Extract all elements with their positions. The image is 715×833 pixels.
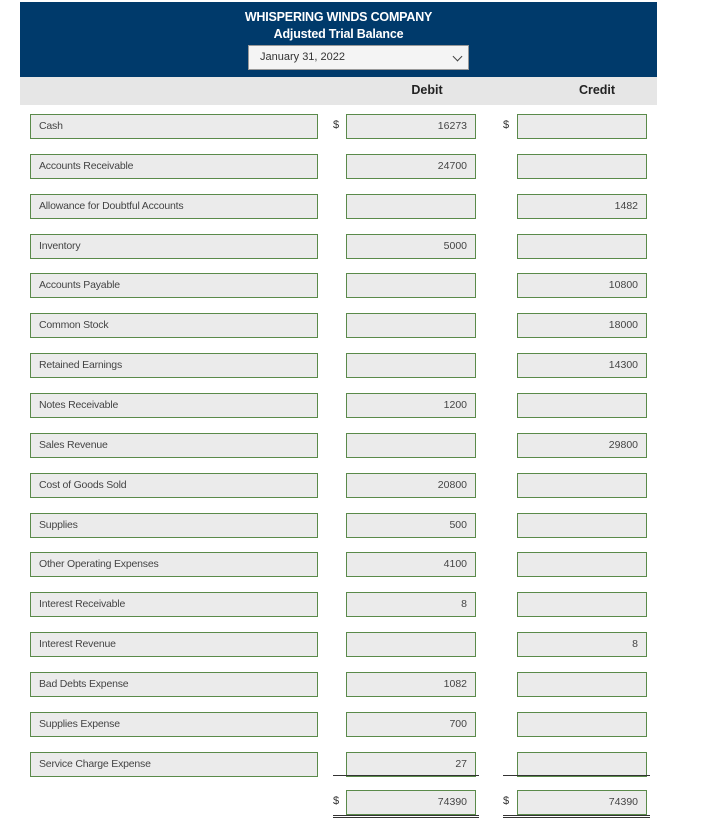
credit-amount-field[interactable] xyxy=(517,473,647,498)
credit-total-currency: $ xyxy=(503,795,510,807)
report-title: Adjusted Trial Balance xyxy=(273,27,404,41)
credit-amount-field[interactable] xyxy=(517,114,647,139)
table-row xyxy=(0,712,715,738)
credit-amount-field[interactable]: 14300 xyxy=(517,353,647,378)
credit-amount-field[interactable] xyxy=(517,552,647,577)
debit-amount-field[interactable]: 20800 xyxy=(346,473,476,498)
debit-column-header: Debit xyxy=(411,83,443,97)
date-dropdown-value: January 31, 2022 xyxy=(260,51,346,63)
table-row xyxy=(0,234,715,260)
debit-amount-field[interactable]: 1200 xyxy=(346,393,476,418)
column-header-bar xyxy=(20,77,657,105)
table-row xyxy=(0,273,715,299)
table-row xyxy=(0,473,715,499)
debit-currency-symbol: $ xyxy=(333,119,340,131)
table-row xyxy=(0,154,715,180)
credit-column-header: Credit xyxy=(578,83,616,97)
credit-amount-field[interactable] xyxy=(517,592,647,617)
account-name-field[interactable]: Inventory xyxy=(30,234,318,259)
debit-total-currency: $ xyxy=(333,795,340,807)
debit-amount-field[interactable]: 1082 xyxy=(346,672,476,697)
credit-amount-field[interactable] xyxy=(517,672,647,697)
debit-amount-field[interactable]: 500 xyxy=(346,513,476,538)
table-row xyxy=(0,632,715,658)
table-row xyxy=(0,672,715,698)
credit-amount-field[interactable] xyxy=(517,712,647,737)
credit-amount-field[interactable]: 8 xyxy=(517,632,647,657)
credit-amount-field[interactable]: 18000 xyxy=(517,313,647,338)
credit-amount-field[interactable] xyxy=(517,393,647,418)
debit-amount-field[interactable] xyxy=(346,194,476,219)
account-name-field[interactable]: Allowance for Doubtful Accounts xyxy=(30,194,318,219)
table-row xyxy=(0,114,715,140)
debit-amount-field[interactable]: 24700 xyxy=(346,154,476,179)
debit-subtotal-rule xyxy=(333,775,479,776)
debit-amount-field[interactable] xyxy=(346,433,476,458)
account-name-field[interactable]: Retained Earnings xyxy=(30,353,318,378)
table-row xyxy=(0,353,715,379)
credit-amount-field[interactable] xyxy=(517,234,647,259)
credit-amount-field[interactable] xyxy=(517,752,647,777)
debit-amount-field[interactable] xyxy=(346,353,476,378)
account-name-field[interactable]: Interest Receivable xyxy=(30,592,318,617)
credit-amount-field[interactable] xyxy=(517,154,647,179)
debit-amount-field[interactable]: 5000 xyxy=(346,234,476,259)
account-name-field[interactable]: Notes Receivable xyxy=(30,393,318,418)
table-row xyxy=(0,194,715,220)
debit-amount-field[interactable] xyxy=(346,273,476,298)
account-name-field[interactable]: Supplies Expense xyxy=(30,712,318,737)
credit-amount-field[interactable]: 29800 xyxy=(517,433,647,458)
debit-total-field[interactable]: 74390 xyxy=(346,790,476,815)
table-row xyxy=(0,433,715,459)
date-dropdown[interactable] xyxy=(248,45,469,70)
account-name-field[interactable]: Accounts Payable xyxy=(30,273,318,298)
account-name-field[interactable]: Cash xyxy=(30,114,318,139)
account-name-field[interactable]: Service Charge Expense xyxy=(30,752,318,777)
account-name-field[interactable]: Sales Revenue xyxy=(30,433,318,458)
credit-total-double-rule xyxy=(503,815,650,818)
table-row xyxy=(0,592,715,618)
account-name-field[interactable]: Common Stock xyxy=(30,313,318,338)
account-name-field[interactable]: Interest Revenue xyxy=(30,632,318,657)
debit-amount-field[interactable]: 8 xyxy=(346,592,476,617)
credit-currency-symbol: $ xyxy=(503,119,510,131)
table-row xyxy=(0,513,715,539)
debit-amount-field[interactable]: 27 xyxy=(346,752,476,777)
credit-amount-field[interactable]: 10800 xyxy=(517,273,647,298)
account-name-field[interactable]: Accounts Receivable xyxy=(30,154,318,179)
debit-amount-field[interactable]: 700 xyxy=(346,712,476,737)
debit-amount-field[interactable] xyxy=(346,632,476,657)
debit-amount-field[interactable]: 4100 xyxy=(346,552,476,577)
table-row xyxy=(0,393,715,419)
debit-amount-field[interactable] xyxy=(346,313,476,338)
credit-amount-field[interactable]: 1482 xyxy=(517,194,647,219)
debit-amount-field[interactable]: 16273 xyxy=(346,114,476,139)
debit-total-double-rule xyxy=(333,815,479,818)
chevron-down-icon xyxy=(453,52,463,62)
account-name-field[interactable]: Bad Debts Expense xyxy=(30,672,318,697)
credit-amount-field[interactable] xyxy=(517,513,647,538)
account-name-field[interactable]: Cost of Goods Sold xyxy=(30,473,318,498)
account-name-field[interactable]: Supplies xyxy=(30,513,318,538)
table-row xyxy=(0,552,715,578)
account-name-field[interactable]: Other Operating Expenses xyxy=(30,552,318,577)
totals-row xyxy=(0,790,715,816)
report-header xyxy=(20,2,657,77)
credit-total-field[interactable]: 74390 xyxy=(517,790,647,815)
company-name: WHISPERING WINDS COMPANY xyxy=(244,10,433,24)
credit-subtotal-rule xyxy=(503,775,650,776)
table-row xyxy=(0,313,715,339)
